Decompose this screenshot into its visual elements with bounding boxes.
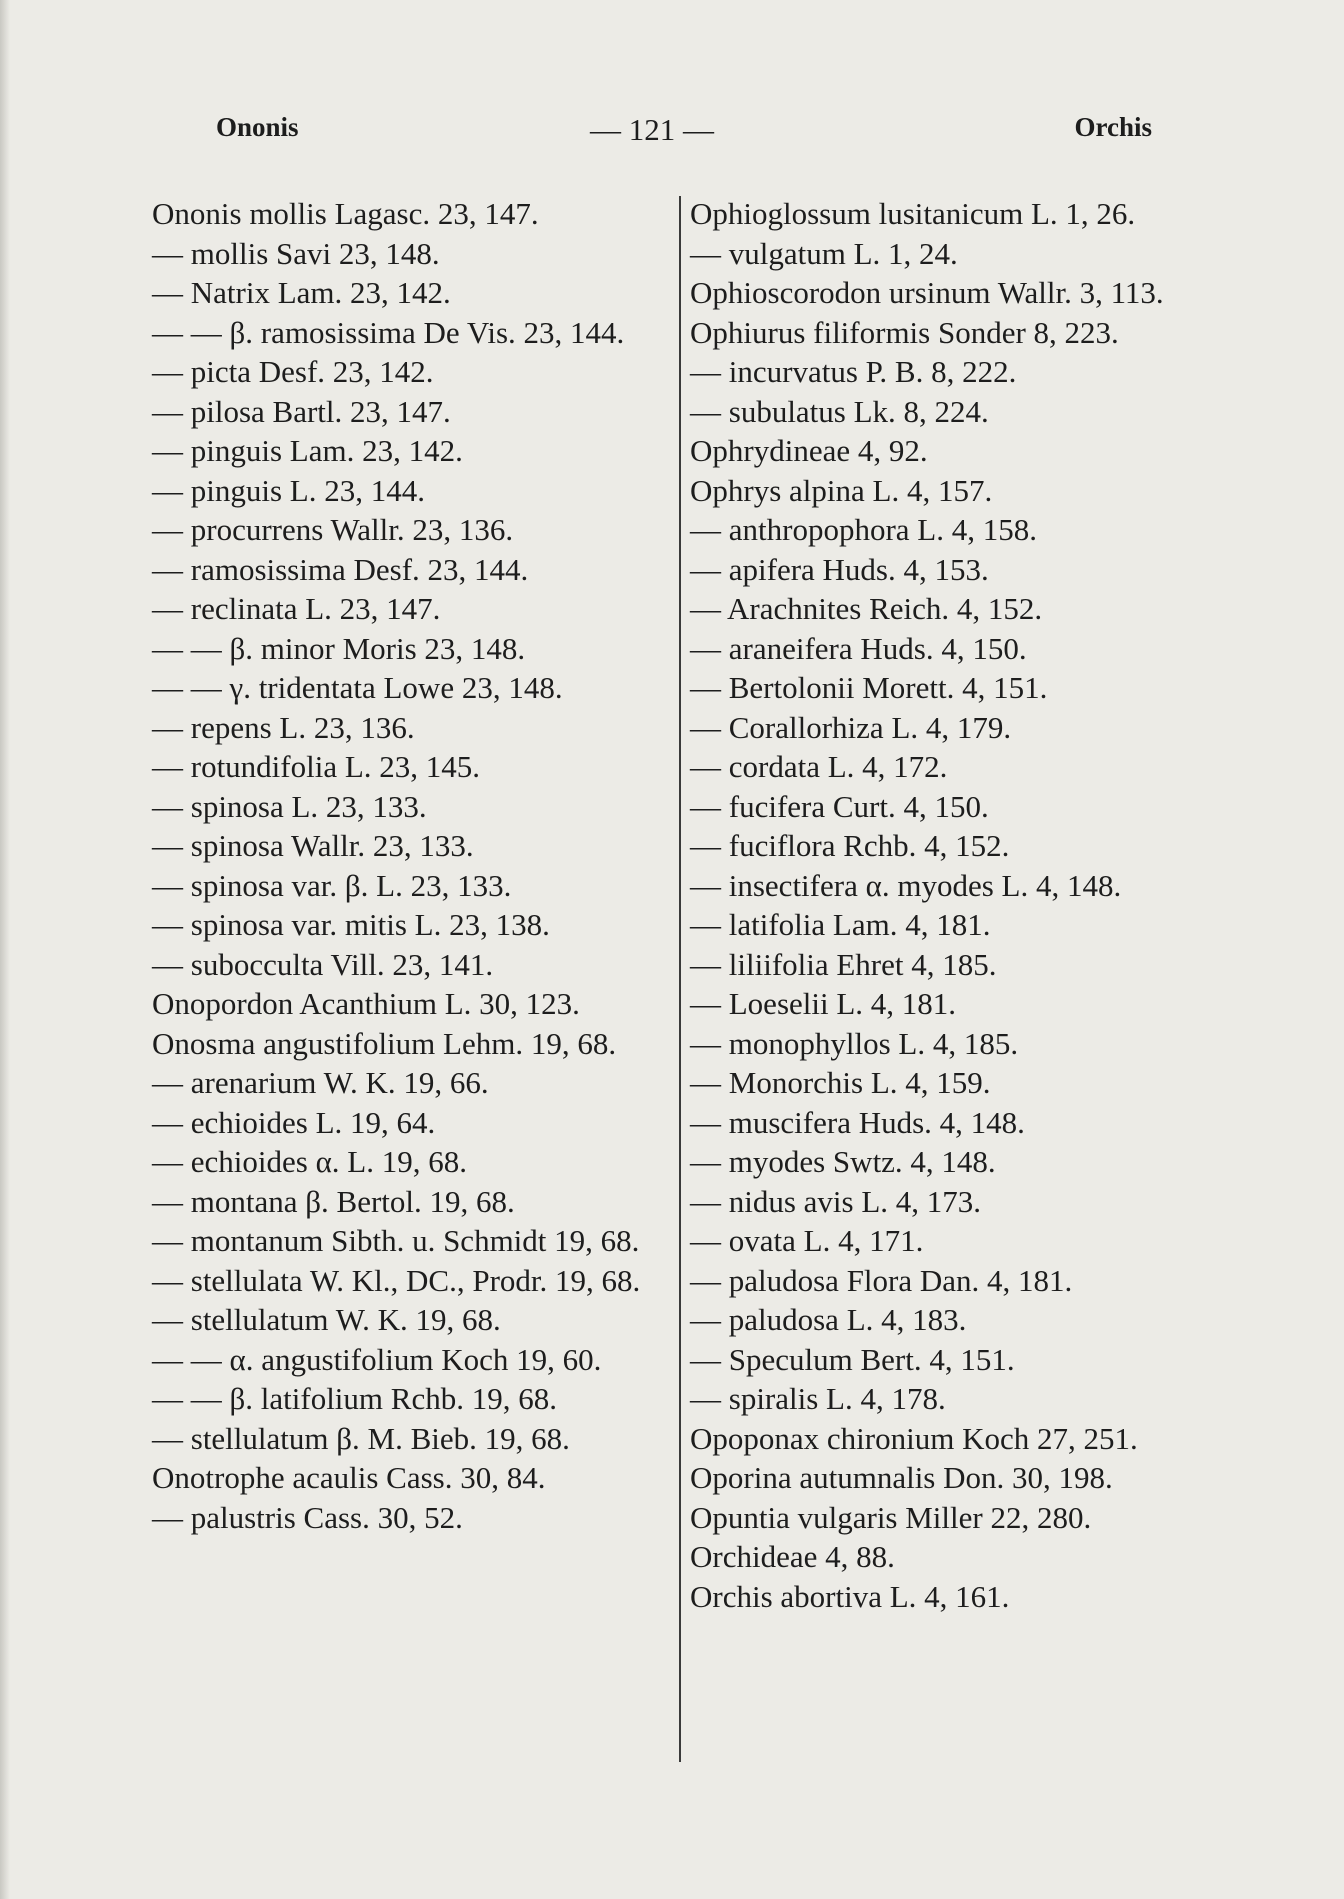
index-entry: — insectifera α. myodes L. 4, 148.: [690, 867, 1122, 903]
index-entry: — arenarium W. K. 19, 66.: [152, 1065, 489, 1100]
index-entry: — subocculta Vill. 23, 141.: [152, 946, 494, 982]
index-entry: — spinosa L. 23, 133.: [152, 788, 427, 824]
index-entry: — spinosa var. β. L. 23, 133.: [152, 867, 512, 903]
header-right-word: Orchis: [1074, 112, 1152, 142]
index-entry: — muscifera Huds. 4, 148.: [690, 1104, 1025, 1140]
index-entry: — anthropophora L. 4, 158.: [690, 512, 1037, 547]
index-entry: — — α. angustifolium Koch 19, 60.: [152, 1341, 602, 1377]
index-entry: — stellulata W. Kl., DC., Prodr. 19, 68.: [152, 1262, 641, 1298]
index-entry: — Monorchis L. 4, 159.: [690, 1065, 991, 1100]
index-entry: — spinosa Wallr. 23, 133.: [152, 828, 474, 863]
index-entry: Ophiurus filiformis Sonder 8, 223.: [690, 314, 1119, 350]
index-entry: — repens L. 23, 136.: [152, 709, 415, 745]
index-entry: — nidus avis L. 4, 173.: [690, 1183, 982, 1219]
index-entry: — myodes Swtz. 4, 148.: [690, 1144, 996, 1179]
index-entry: — pinguis Lam. 23, 142.: [152, 433, 463, 468]
index-entry: — subulatus Lk. 8, 224.: [690, 393, 989, 429]
index-entry: — echioides L. 19, 64.: [152, 1104, 436, 1140]
index-entry: Ophioglossum lusitanicum L. 1, 26.: [690, 196, 1136, 231]
index-entry: Ophrydineae 4, 92.: [690, 433, 928, 468]
index-entry: — ramosissima Desf. 23, 144.: [152, 551, 529, 587]
index-entry: — incurvatus P. B. 8, 222.: [690, 354, 1017, 389]
index-entry: Opuntia vulgaris Miller 22, 280.: [690, 1499, 1092, 1535]
page-number: — 121 —: [590, 112, 714, 147]
index-entry: — picta Desf. 23, 142.: [152, 354, 434, 389]
index-entry: — fuciflora Rchb. 4, 152.: [690, 828, 1010, 863]
index-entry: Ophrys alpina L. 4, 157.: [690, 472, 993, 508]
index-entry: — cordata L. 4, 172.: [690, 749, 948, 784]
index-entry: — paludosa L. 4, 183.: [690, 1302, 967, 1337]
index-entry: — Speculum Bert. 4, 151.: [690, 1341, 1015, 1377]
index-entry: — — β. minor Moris 23, 148.: [152, 630, 526, 666]
index-entry: — fucifera Curt. 4, 150.: [690, 788, 989, 824]
index-entry: Onopordon Acanthium L. 30, 123.: [152, 986, 580, 1021]
index-entry: — liliifolia Ehret 4, 185.: [690, 946, 997, 982]
index-entry: Onosma angustifolium Lehm. 19, 68.: [152, 1025, 617, 1061]
index-entry: — reclinata L. 23, 147.: [152, 591, 441, 626]
index-entry: — rotundifolia L. 23, 145.: [152, 749, 481, 784]
index-entry: — pilosa Bartl. 23, 147.: [152, 393, 451, 429]
index-entry: — palustris Cass. 30, 52.: [152, 1499, 463, 1535]
index-entry: — Natrix Lam. 23, 142.: [152, 275, 451, 310]
index-entry: Orchideae 4, 88.: [690, 1539, 895, 1574]
index-entry: — vulgatum L. 1, 24.: [690, 235, 958, 271]
right-index-column: [690, 194, 1210, 1616]
index-entry: — pinguis L. 23, 144.: [152, 472, 425, 508]
index-entry: — montana β. Bertol. 19, 68.: [152, 1183, 515, 1219]
index-entry: — spinosa var. mitis L. 23, 138.: [152, 907, 550, 942]
index-entry: — monophyllos L. 4, 185.: [690, 1025, 1019, 1061]
column-divider: [679, 196, 681, 1762]
index-entry: — Loeselii L. 4, 181.: [690, 986, 957, 1021]
index-entry: Opoponax chironium Koch 27, 251.: [690, 1420, 1138, 1456]
index-entry: — latifolia Lam. 4, 181.: [690, 907, 991, 942]
index-entry: — procurrens Wallr. 23, 136.: [152, 512, 514, 547]
page-edge: [0, 0, 10, 1899]
index-entry: — mollis Savi 23, 148.: [152, 235, 440, 271]
index-entry: — spiralis L. 4, 178.: [690, 1381, 946, 1416]
index-entry: — araneifera Huds. 4, 150.: [690, 630, 1027, 666]
header-left-word: Ononis: [216, 112, 299, 142]
index-entry: Ophioscorodon ursinum Wallr. 3, 113.: [690, 275, 1164, 310]
index-entry: Onotrophe acaulis Cass. 30, 84.: [152, 1460, 546, 1495]
index-entry: — — β. latifolium Rchb. 19, 68.: [152, 1381, 557, 1416]
index-entry: Orchis abortiva L. 4, 161.: [690, 1578, 1010, 1614]
index-entry: Ononis mollis Lagasc. 23, 147.: [152, 196, 539, 231]
index-entry: Oporina autumnalis Don. 30, 198.: [690, 1460, 1113, 1495]
index-entry: — echioides α. L. 19, 68.: [152, 1144, 467, 1179]
index-entry: — apifera Huds. 4, 153.: [690, 551, 989, 587]
index-entry: — — γ. tridentata Lowe 23, 148.: [152, 670, 563, 705]
index-entry: — Corallorhiza L. 4, 179.: [690, 709, 1012, 745]
index-entry: — Arachnites Reich. 4, 152.: [690, 591, 1043, 626]
index-entry: — — β. ramosissima De Vis. 23, 144.: [152, 314, 625, 350]
index-entry: — montanum Sibth. u. Schmidt 19, 68.: [152, 1223, 640, 1258]
running-header: [152, 112, 1152, 152]
index-entry: — Bertolonii Morett. 4, 151.: [690, 670, 1048, 705]
index-entry: — stellulatum W. K. 19, 68.: [152, 1302, 501, 1337]
index-entry: — stellulatum β. M. Bieb. 19, 68.: [152, 1420, 570, 1456]
index-entry: — paludosa Flora Dan. 4, 181.: [690, 1262, 1073, 1298]
left-index-column: [152, 194, 672, 1537]
index-entry: — ovata L. 4, 171.: [690, 1223, 924, 1258]
